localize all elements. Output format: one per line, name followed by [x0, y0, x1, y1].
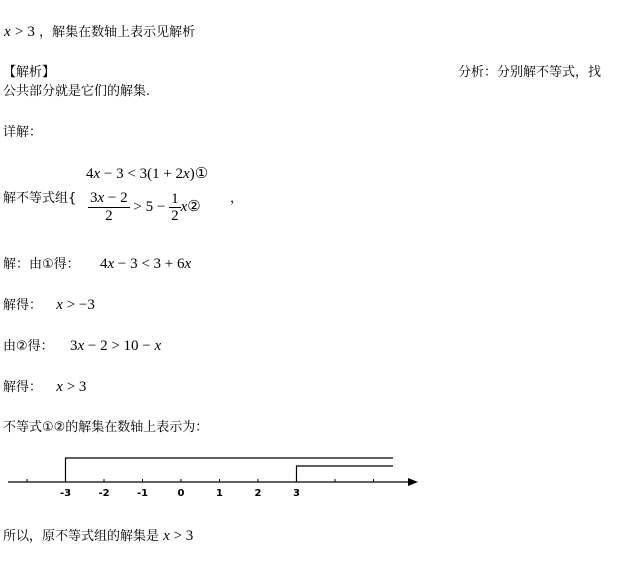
ineq2-num-a: 3: [90, 190, 98, 206]
tick-label: 0: [177, 488, 185, 499]
ineq1-body: − 3 < 3(1 + 2: [100, 166, 184, 182]
step1-x2: x: [184, 256, 192, 272]
step3-x2: x: [154, 338, 162, 354]
step3-label: 由②得：: [3, 339, 54, 354]
ineq1-var2: x: [183, 166, 190, 182]
ineq2-half: [169, 191, 181, 224]
step-3: [3, 338, 161, 355]
answer-variable: x: [4, 24, 11, 40]
step4-x: x: [56, 379, 63, 395]
numberline-caption: 不等式①②的解集在数轴上表示为：: [3, 420, 209, 435]
step2-x: x: [56, 297, 63, 313]
step2-rest: > −3: [62, 297, 95, 313]
answer-line: [4, 24, 195, 41]
answer-value: 3: [27, 24, 35, 40]
ineq2-var: x: [180, 199, 188, 215]
number-line-solution-marks: [66, 458, 394, 482]
step4-label: 解得：: [3, 380, 43, 395]
detail-label: 详解：: [3, 125, 43, 140]
step1-label: 解：由①得：: [3, 257, 80, 272]
solution-2-bracket: [297, 466, 394, 482]
axis-arrow: [408, 478, 418, 486]
tick-label: -2: [98, 488, 110, 499]
tick-label: 3: [293, 488, 300, 499]
step1-a: 4: [99, 256, 108, 272]
ineq2-den: 2: [105, 208, 113, 224]
tick-label: 2: [254, 488, 262, 499]
step-1: [3, 256, 191, 273]
step-2: [3, 297, 95, 314]
number-line-axis: [8, 478, 418, 486]
analysis-continuation: 公共部分就是它们的解集.: [3, 84, 151, 99]
tick-label: -3: [59, 488, 72, 499]
conclusion-rest: > 3: [169, 528, 194, 544]
ineq2-middle: > 5 −: [129, 199, 170, 215]
step-4: [3, 379, 86, 396]
tick-label: -1: [136, 488, 149, 499]
step3-b: − 2 > 10 −: [84, 338, 155, 354]
ineq2-num-b: − 2: [104, 190, 128, 206]
conclusion-x: x: [163, 528, 170, 544]
ineq1-close: ): [189, 166, 195, 182]
analysis-tag: 【解析】: [3, 65, 56, 80]
ineq1-var: x: [93, 166, 101, 182]
step3-x: x: [77, 338, 85, 354]
step3-a: 3: [69, 338, 78, 354]
ineq1-coef: 4: [86, 166, 94, 182]
number-line-diagram: [0, 448, 630, 508]
answer-text: ，解集在数轴上表示见解析: [39, 25, 196, 40]
solution-1-bracket: [66, 458, 394, 482]
ineq2-fraction: [88, 190, 130, 224]
ineq2-marker: ②: [187, 199, 201, 215]
tick-label: 1: [216, 488, 223, 499]
system-comma: ，: [230, 191, 244, 206]
conclusion-text: 所以，原不等式组的解集是: [3, 529, 160, 544]
ineq1-marker: ①: [194, 166, 209, 182]
step2-label: 解得：: [3, 298, 43, 313]
ineq2-half-num: 1: [171, 190, 179, 207]
answer-relation: >: [14, 24, 24, 40]
conclusion: [3, 528, 193, 545]
step4-rest: > 3: [62, 379, 87, 395]
inequality-2: [88, 190, 201, 224]
step1-b: − 3 < 3 + 6: [114, 256, 185, 272]
ineq2-half-den: 2: [171, 207, 179, 224]
system-label: 解不等式组{: [3, 191, 77, 206]
inequality-1: [86, 166, 208, 183]
step1-x: x: [107, 256, 115, 272]
ineq2-num-var: x: [97, 190, 105, 206]
analysis-text: 分析：分别解不等式，找: [458, 65, 602, 80]
